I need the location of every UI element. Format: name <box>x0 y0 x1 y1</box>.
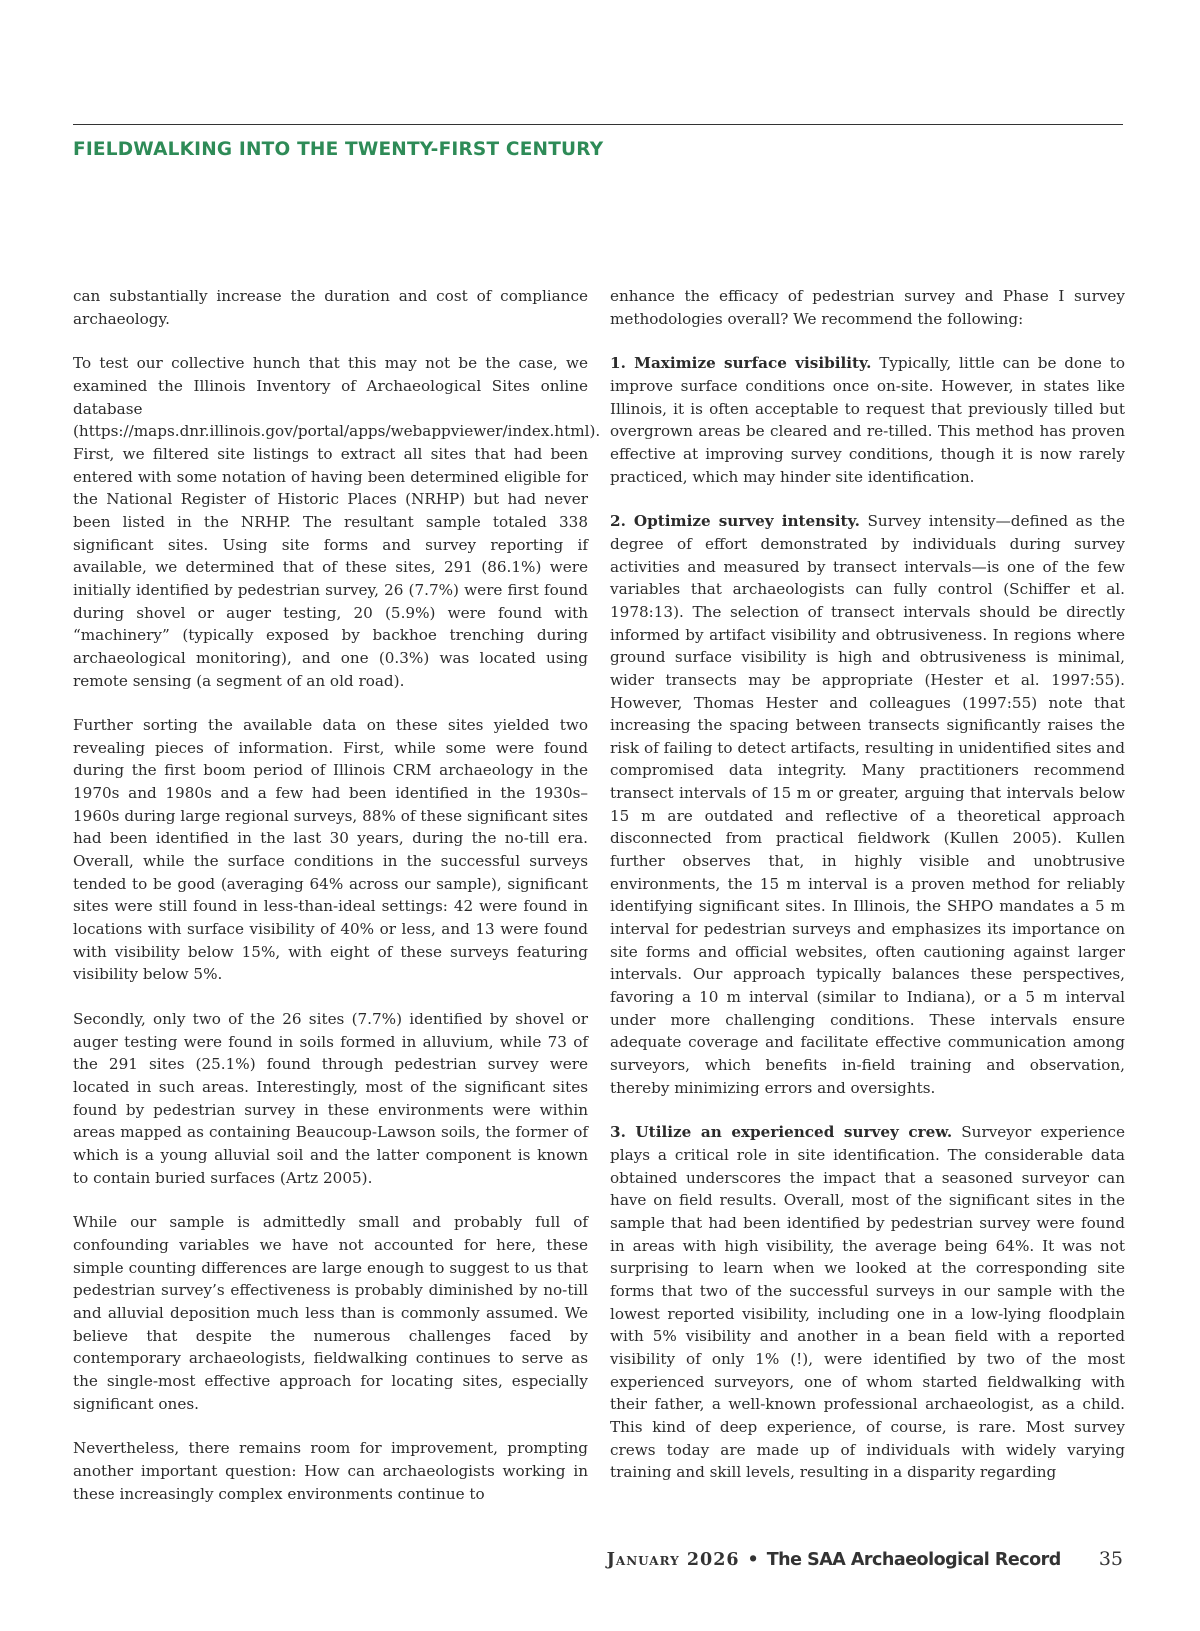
header-rule <box>73 124 1123 125</box>
paragraph: Nevertheless, there remains room for improvement, prompting another important question: How can archaeologists working in these increasingly complex environments continue to <box>73 1439 588 1503</box>
recommendation-heading: 3. Utilize an experienced survey crew. <box>610 1123 953 1142</box>
recommendation-heading: 2. Optimize survey intensity. <box>610 512 860 531</box>
recommendation-intensity <box>610 510 1125 1099</box>
paragraph-body: Survey intensity—defined as the degree of effort demonstrated by individuals during survey activities and measured by transect intervals—is one of the few variables that archaeologists can fully control (Schiffer et al. 1978:13). The selection of transect intervals should be directly informed by artifact visibility and obtrusiveness. In regions where ground surface visibility is high and obtrusiveness is minimal, wider transects may be appropriate (Hester et al. 1997:55). However, Thomas Hester and colleagues (1997:55) note that increasing the spacing between transects significantly raises the risk of failing to detect artifacts, resulting in unidentified sites and compromised data integrity. Many practitioners recommend transect intervals of 15 m or greater, arguing that intervals below 15 m are outdated and reflective of a theoretical approach disconnected from practical fieldwork (Kullen 2005). Kullen further observes that, in highly visible and unobtrusive environments, the 15 m interval is a proven method for reliably identifying significant sites. In Illinois, the SHPO mandates a 5 m interval for pedestrian surveys and emphasizes its importance on site forms and official websites, often cautioning against larger intervals. Our approach typically balances these perspectives, favoring a 10 m interval (similar to Indiana), or a 5 m interval under more challenging conditions. These intervals ensure adequate coverage and facilitate effective communication among surveyors, which benefits in-field training and observation, thereby minimizing errors and oversights. <box>610 512 1125 1097</box>
issue-date: January 2026 <box>606 1550 740 1570</box>
left-column <box>73 285 601 1527</box>
paragraph: Secondly, only two of the 26 sites (7.7%) identified by shovel or auger testing were found in soils formed in alluvium, while 73 of the 291 sites (25.1%) found through pedestrian survey were located in such areas. Interestingly, most of the significant sites found by pedestrian survey in these environments were within areas mapped as containing Beaucoup-Lawson soils, the former of which is a young alluvial soil and the latter component is known to contain buried surfaces (Artz 2005). <box>73 1010 588 1187</box>
recommendation-heading: 1. Maximize surface visibility. <box>610 354 872 373</box>
page-number: 35 <box>1098 1548 1123 1570</box>
page-footer <box>600 1548 1123 1570</box>
paragraph: While our sample is admittedly small and probably full of confounding variables we have not accounted for here, these simple counting differences are large enough to suggest to us that pedestrian survey’s effectiveness is probably diminished by no-till and alluvial deposition much less than is commonly assumed. We believe that despite the numerous challenges faced by contemporary archaeologists, fieldwalking continues to serve as the single-most effective approach for locating sites, especially significant ones. <box>73 1213 588 1413</box>
paragraph <box>610 285 1125 330</box>
recommendation-visibility <box>610 352 1125 488</box>
paragraph-body: Surveyor experience plays a critical role in site identification. The considerable data obtained underscores the impact that a seasoned surveyor can have on field results. Overall, most of the significant sites in the sample that had been identified by pedestrian survey were found in areas with high visibility, the average being 64%. It was not surprising to learn when we looked at the corresponding site forms that two of the successful surveys in our sample with the lowest reported visibility, including one in a low-lying floodplain with 5% visibility and another in a bean field with a reported visibility of only 1% (!), were identified by two of the most experienced surveyors, one of whom started fieldwalking with their father, a well-known professional archaeologist, as a child. This kind of deep experience, of course, is rare. Most survey crews today are made up of individuals with widely varying training and skill levels, resulting in a disparity regarding <box>610 1123 1126 1482</box>
right-column <box>610 285 1125 1506</box>
running-title: FIELDWALKING INTO THE TWENTY-FIRST CENTURY <box>73 139 604 160</box>
paragraph: To test our collective hunch that this may not be the case, we examined the Illinois Inventory of Archaeological Sites online database (https://maps.dnr.illinois.gov/portal/apps/webappviewer/index.html). First, we filtered site listings to extract all sites that had been entered with some notation of having been determined eligible for the National Register of Historic Places (NRHP) but had never been listed in the NRHP. The resultant sample totaled 338 significant sites. Using site forms and survey reporting if available, we determined that of these sites, 291 (86.1%) were initially identified by pedestrian survey, 26 (7.7%) were first found during shovel or auger testing, 20 (5.9%) were found with “machinery” (typically exposed by backhoe trenching during archaeological monitoring), and one (0.3%) was located using remote sensing (a segment of an old road). <box>73 354 601 690</box>
journal-title: The SAA Archaeological Record <box>766 1550 1061 1570</box>
paragraph-body: Typically, little can be done to improve surface conditions once on-site. However, in states like Illinois, it is often acceptable to request that previously tilled but overgrown areas be cleared and re-tilled. This method has proven effective at improving survey conditions, though it is now rarely practiced, which may hinder site identification. <box>610 354 1125 486</box>
paragraph-body: enhance the efficacy of pedestrian survey and Phase I survey methodologies overall? We recommend the following: <box>610 287 1125 328</box>
recommendation-crew <box>610 1121 1125 1484</box>
paragraph: Further sorting the available data on these sites yielded two revealing pieces of information. First, while some were found during the first boom period of Illinois CRM archaeology in the 1970s and 1980s and a few had been identified in the 1930s–1960s during large regional surveys, 88% of these significant sites had been identified in the last 30 years, during the no-till era. Overall, while the surface conditions in the successful surveys tended to be good (averaging 64% across our sample), significant sites were still found in less-than-ideal settings: 42 were found in locations with surface visibility of 40% or less, and 13 were found with visibility below 15%, with eight of these surveys featuring visibility below 5%. <box>73 716 588 984</box>
paragraph: can substantially increase the duration and cost of compliance archaeology. <box>73 287 588 328</box>
bullet-separator: • <box>747 1550 759 1570</box>
